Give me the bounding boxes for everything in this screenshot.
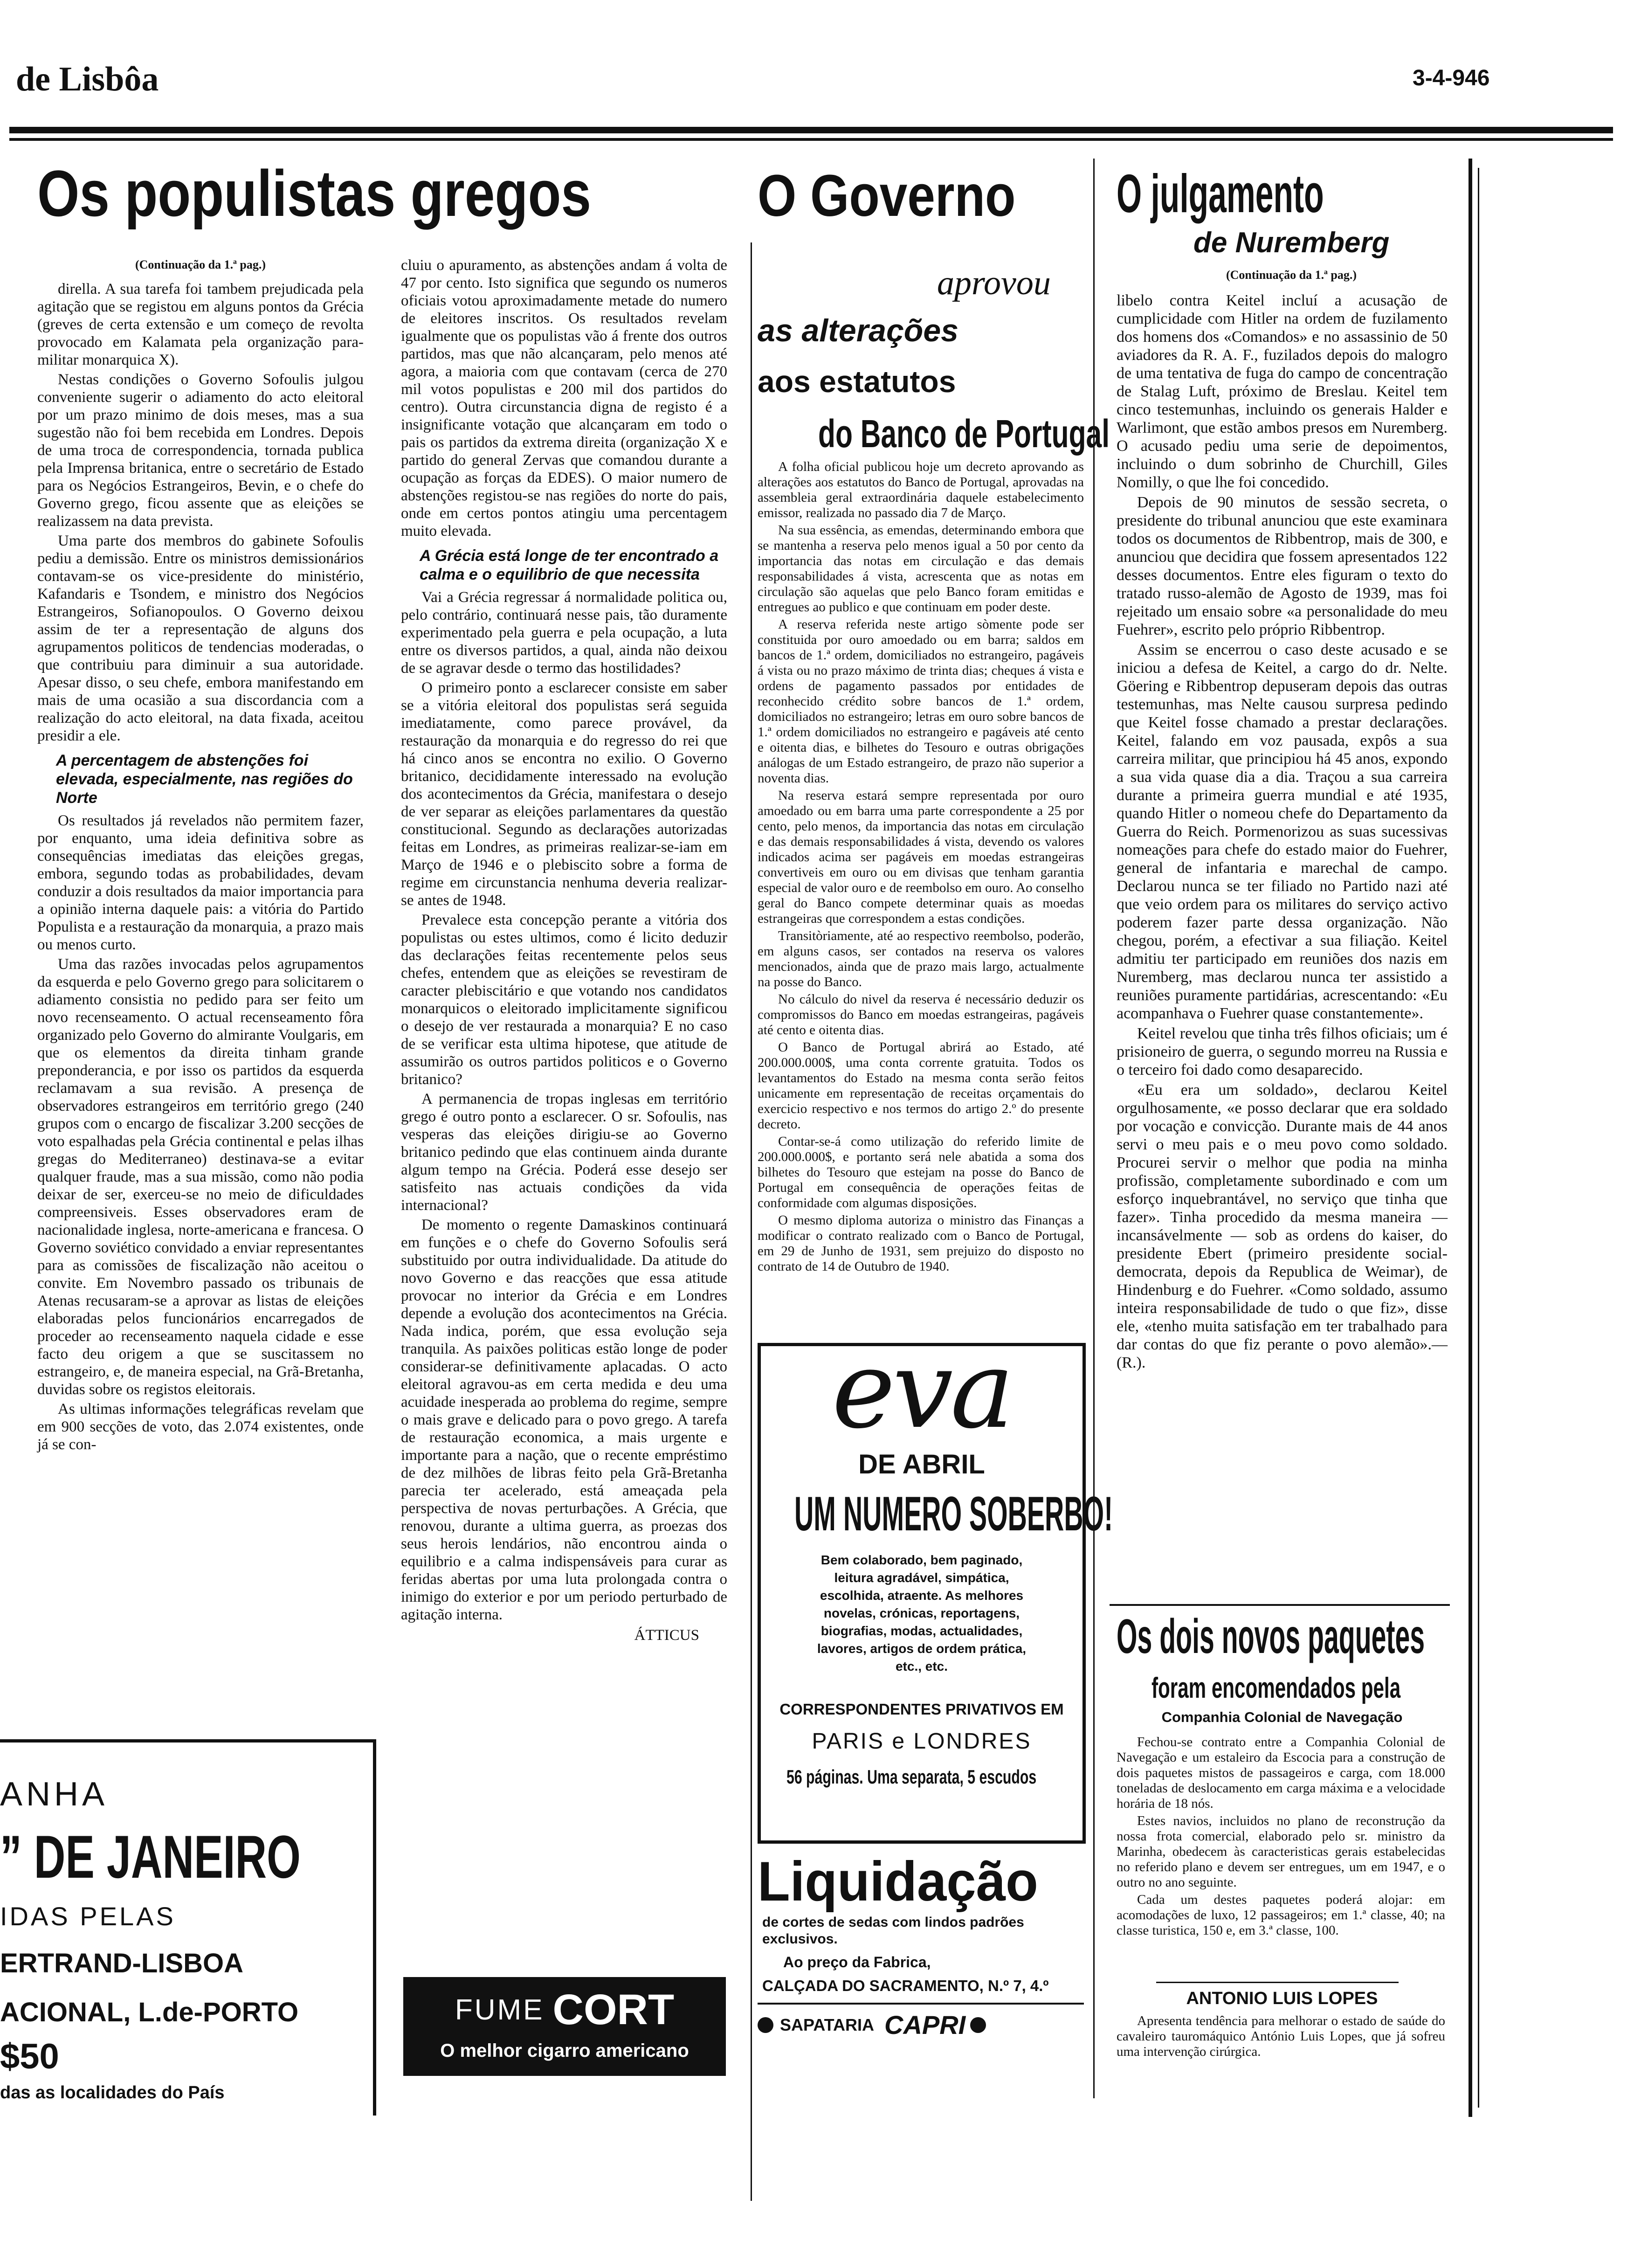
article1-paragraph: Prevalece esta concepção perante a vitória dos populistas ou estes ultimos, como é licito deduzir das declarações feitas recentemente pelos seus chefes, entendem que as eleições se revestiram de caracter plebiscitário e que votando nos candidatos monarquicos o eleitorado implicitamente significou o desejo de ver restaurada a monarquia? E no caso de se verificar esta ultima hipotese, que atitude de assumirão os outros partidos politicos e o Governo britanico? (401, 912, 727, 1088)
article4-headline-3: Companhia Colonial de Navegação (1161, 1709, 1403, 1725)
ad-left-line-6: $50 (0, 2037, 59, 2076)
ad-eva-line-1: DE ABRIL (858, 1449, 985, 1480)
ad-left-line-1: ANHA (0, 1776, 109, 1813)
ad-liquidacao-title: Liquidação (758, 1850, 1038, 1913)
article2-headline-4: aos estatutos (758, 364, 956, 399)
ad-left-line-5: ACIONAL, L.de-PORTO (0, 1997, 299, 2027)
article4-headline-2: foram encomendados pela (1151, 1672, 1401, 1704)
ad-eva (758, 1328, 1113, 1844)
article5-paragraph: Apresenta tendência para melhorar o estado de saúde do cavaleiro tauromáquico António Luis Lopes, que já sofreu uma intervenção cirúrgica. (1117, 2013, 1445, 2059)
article1-column-1 (37, 254, 364, 1455)
article3-headline-1: O julgamento (1117, 163, 1324, 224)
article2-body (758, 459, 1084, 1276)
article2-paragraph: Na reserva estará sempre representada por ouro amoedado ou em barra uma parte correspondente a 25 por cento, pelo menos, da importancia das notas em circulação e das demais responsabilidades á vista, devendo os valores indicados acima ser pagáveis em moedas estrangeiras convertiveis em ouro ou em divisas que tenham garantia especial de valor ouro e de reembolso em ouro. Ao conselho geral do Banco compete determinar quais as moedas estrangeiras que correspondem a estas condições. (758, 788, 1084, 926)
article2-headline-1: O Governo (758, 163, 1016, 228)
ad-liquidacao (758, 1850, 1084, 2073)
article4-headline-1: Os dois novos paquetes (1117, 1610, 1425, 1664)
section-rule (1110, 1604, 1450, 1606)
article2-headline-2: aprovou (937, 264, 1051, 302)
article5-headline: ANTONIO LUIS LOPES (1186, 1989, 1378, 2008)
article4-paragraph: Cada um destes paquetes poderá alojar: em acomodações de luxo, 12 passageiros; em 1.ª classe, 40; na classe turistica, 150 e, em 3.ª classe, 100. (1117, 1892, 1445, 1938)
ad-liquidacao-brand: CAPRI (884, 2010, 966, 2040)
article1-column-2 (401, 256, 727, 1644)
right-border-inner (1478, 168, 1479, 2108)
ad-left (0, 1739, 376, 2116)
article4-paragraph: Fechou-se contrato entre a Companhia Colonial de Navegação e um estaleiro da Escocia para a construção de dois paquetes mistos de passageiros e carga, com 18.000 toneladas de deslocamento em carga máxima e a velocidade horária de 18 nós. (1117, 1735, 1445, 1811)
column-rule (751, 242, 752, 2201)
article2-paragraph: No cálculo do nivel da reserva é necessário deduzir os compromissos do Banco em moedas estrangeiras, pagáveis até cento e oitenta dias. (758, 992, 1084, 1037)
article1-subhead-2: A Grécia está longe de ter encontrado a calma e o equilibrio de que necessita (420, 547, 719, 583)
ad-eva-line-4: PARIS e LONDRES (812, 1729, 1032, 1754)
masthead-rule-bottom (9, 138, 1613, 141)
ad-cort-line-2: O melhor cigarro americano (440, 2040, 689, 2061)
article4-body (1117, 1735, 1445, 1940)
article1-signature: ÁTTICUS (634, 1627, 699, 1644)
article1-paragraph: dirella. A sua tarefa foi tambem prejudicada pela agitação que se registou em alguns pontos da Grécia (greves de certa extensão e um começo de revolta provocado em Kalamata pela organização para-militar monarquica X). (37, 281, 364, 368)
article2-paragraph: A folha oficial publicou hoje um decreto aprovando as alterações aos estatutos do Banco de Portugal, aprovadas na assembleia geral extraordinária daquele estabelecimento emissor, realizada no passado dia 7 de Março. (758, 459, 1084, 520)
ad-liquidacao-line-2: Ao preço da Fabrica, (783, 1954, 931, 1971)
ad-liquidacao-line-3: CALÇADA DO SACRAMENTO, N.º 7, 4.º (762, 1977, 1049, 1994)
ad-liquidacao-rule (758, 2003, 1084, 2005)
ad-liquidacao-footer (758, 2010, 1084, 2042)
ad-liquidacao-shop: SAPATARIA (780, 2015, 874, 2034)
article2-headline-3: as alterações (758, 313, 958, 348)
ad-cort (403, 1977, 726, 2076)
article3-paragraph: libelo contra Keitel incluí a acusação de cumplicidade com Hitler na ordem de fuzilamento dos homens dos «Comandos» e no assassinio de 50 aviadores da R. A. F., fuzilados depois do malogro de uma tentativa de fuga do campo de concentração de Stalag Luft, próximo de Breslau. Keitel tem cinco testemunhas, incluindo os generais Halder e Warlimont, que estão ambos presos em Nuremberg. O acusado pediu uma serie de depoimentos, incluindo o dum sobrinho de Churchill, Giles Nomilly, o que lhe foi concedido. (1117, 292, 1448, 491)
article3-paragraph: Assim se encerrou o caso deste acusado e se iniciou a defesa de Keitel, a cargo do dr. Nelte. Göering e Ribbentrop depuseram depois das outras testemunhas, mas Nelte causou surpresa pedindo que Keitel fosse chamado a prestar declarações. Keitel, falando em voz pausada, expôs a sua carreira militar, que principiou há 45 anos, expondo a sua vida quase dia a dia. Traçou a sua carreira durante a primeira guerra mundial e até 1935, quando Hitler o nomeou chefe do Departamento da Guerra do Reich. Pormenorizou as suas sucessivas nomeações para chefe do estado maior do Fuehrer, general de infantaria e marechal de campo. Declarou nunca se ter filiado no Partido nazi até que veio ordem para os militares do serviço activo poderem fazer parte dessa organização. Não chegou, porém, a efectivar a sua filiação. Keitel admitiu ter participado em reuniões dos nazis em Nuremberg, mas declarou nunca ter assistido a reuniões puramente partidárias, acrescentando: «Eu acompanhava o Fuehrer quase constantemente». (1117, 641, 1448, 1022)
bullet-icon (758, 2017, 773, 2033)
section-rule (1156, 1982, 1399, 1983)
article1-paragraph: Os resultados já revelados não permitem fazer, por enquanto, uma ideia definitiva sobre as consequências imediatas das eleições gregas, embora, segundo todas as probabilidades, devam conduzir a dois resultados da maior importancia para a opinião interna daquele pais: a vitória do Partido Populista e a restauração da monarquia, a prazo mais ou menos curto. (37, 812, 364, 953)
article1-paragraph: Vai a Grécia regressar á normalidade politica ou, pelo contrário, continuará nesse pais, tão duramente experimentado pela guerra e pela ocupação, a luta entre os diversos partidos, a qual, ainda não deixou de se agravar desde o termo das hostilidades? (401, 589, 727, 677)
article3-paragraph: Keitel revelou que tinha três filhos oficiais; um é prisioneiro de guerra, o segundo morreu na Russia e o terceiro foi dado como desaparecido. (1117, 1025, 1448, 1079)
ad-left-line-3: IDAS PELAS (0, 1902, 176, 1931)
article5-body (1117, 2013, 1445, 2061)
article2-headline-5: do Banco de Portugal (818, 412, 1110, 456)
article1-paragraph: De momento o regente Damaskinos continuará em funções e o chefe do Governo Sofoulis será substituido por outra individualidade. Da atitude do novo Governo e das reacções que essa atitude provocar no interior da Grécia e em Londres depende a evolução dos acontecimentos na Grécia. Nada indica, porém, que essa evolução seja tranquila. As paixões politicas estão longe de poder considerar-se definitivamente aplacadas. O acto eleitoral agravou-as em certa medida e deu uma acuidade inesperada ao problema do regime, sempre o mais grave e delicado para o povo grego. A tarefa de restauração economica, a mais urgente e importante para a nação, que o recente empréstimo de dez milhões de libras feito pela Grã-Bretanha parecia ter acelerado, está ameaçada pela perspectiva de novas perturbações. A Grécia, que renovou, durante a ultima guerra, as proezas dos seus herois lendários, não encontrou ainda o equilibrio e a calma indispensáveis para curar as feridas abertas por uma luta prolongada contra o inimigo do exterior e por um periodo perturbado de agitação interna. (401, 1217, 727, 1623)
ad-eva-line-2: UM NUMERO SOBERBO! (794, 1487, 1113, 1541)
article1-paragraph: As ultimas informações telegráficas revelam que em 900 secções de voto, das 2.074 existentes, onde já se con- (37, 1401, 364, 1453)
article1-paragraph: Uma parte dos membros do gabinete Sofoulis pediu a demissão. Entre os ministros demissionários contavam-se os vice-presidente do ministério, Kafandaris e Tsondem, e ministro dos Negócios Estrangeiros, Sofianopoulos. O Governo deixou assim de ter a representação de alguns dos agrupamentos politicos de tendencias moderadas, o que contribuiu para diminuir a sua autoridade. Apesar disso, o seu chefe, embora manifestando em mais de uma ocasião a sua discordancia com a realização do acto eleitoral, na data fixada, aceitou presidir a ele. (37, 532, 364, 744)
article1-paragraph: A permanencia de tropas inglesas em território grego é outro ponto a esclarecer. O sr. Sofoulis, nas vesperas das eleições dirigiu-se ao Governo britanico pedindo que elas continuem ainda durante algum tempo na Grécia. Poderá esse desejo ser satisfeito nas actuais condições da vida internacional? (401, 1091, 727, 1214)
bullet-icon (970, 2017, 986, 2033)
article1-paragraph: O primeiro ponto a esclarecer consiste em saber se a vitória eleitoral dos populistas será seguida imediatamente, como parece provável, da restauração da monarquia e do regresso do rei que há cinco anos se encontra no exilio. O Governo britanico, decididamente interessado na evolução dos acontecimentos da Grécia, manifestara o desejo de ver separar as eleições parlamentares da questão constitucional. Segundo as declarações autorizadas feitas em Londres, as primeiras realizar-se-iam em Março de 1946 e o plebiscito sobre a forma de regime em circunstancia nenhuma deveria realizar-se antes de 1948. (401, 679, 727, 909)
ad-left-line-2: ” DE JANEIRO (0, 1823, 301, 1891)
article1-continuation: (Continuação da 1.ª pag.) (135, 258, 266, 271)
article1-subhead-1: A percentagem de abstenções foi elevada, especialmente, nas regiões do Norte (56, 752, 353, 807)
article2-paragraph: Transitòriamente, até ao respectivo reembolso, poderão, em alguns casos, ser contados na reserva os valores mencionados, ainda que de prazo mais largo, actualmente na posse do Banco. (758, 928, 1084, 989)
article1-headline: Os populistas gregos (37, 157, 592, 230)
masthead-title: de Lisbôa (16, 60, 159, 98)
article2-paragraph: Contar-se-á como utilização do referido limite de 200.000.000$, e portanto será nele abatida a soma dos bilhetes do Tesouro que estejam na posse do Banco de Portugal em consequência de operações feitas de conformidade com algumas disposições. (758, 1134, 1084, 1210)
ad-cort-brand: CORT (552, 1986, 675, 2033)
ad-liquidacao-line-1: de cortes de sedas com lindos padrões exclusivos. (762, 1915, 1024, 1947)
ad-cort-line-1 (406, 1985, 723, 2034)
right-border (1469, 159, 1472, 2117)
ad-eva-line-3: CORRESPONDENTES PRIVATIVOS EM (779, 1701, 1064, 1718)
ad-eva-line-5: 56 páginas. Uma separata, 5 escudos (786, 1766, 1037, 1788)
article1-paragraph: cluiu o apuramento, as abstenções andam á volta de 47 por cento. Isto significa que segundo os numeros oficiais votou aproximadamente metade do numero de eleitores inscritos. Os resultados revelam igualmente que os populistas vão á frente dos outros partidos, mas que não alcançaram, pelo menos até agora, a maioria com que contavam (cerca de 270 mil votos populistas e 200 mil dos partidos do centro). Outra circunstancia digna de registo é a insignificante votação que alcançaram em todo o pais os partidos da extrema direita (organização X e partido do general Zervas que comandou durante a ocupação as forças da EDES). O maior numero de abstenções registou-se nas regiões do norte do pais, onde em certos pontos atingiu uma percentagem muito elevada. (401, 257, 727, 539)
masthead-rule-top (9, 127, 1613, 133)
article3-paragraph: Depois de 90 minutos de sessão secreta, o presidente do tribunal anunciou que este examinara todos os documentos de Ribbentrop, mais de 300, e anunciou que decidira que fossem apresentados 122 desses documentos. Entre eles figuram o texto do tratado russo-alemão de Agosto de 1939, mas foi rejeitado um ensaio sobre «a personalidade do meu Fuehrer», escrito pelo próprio Ribbentrop. (1117, 494, 1448, 638)
article3-headline-2: de Nuremberg (1193, 227, 1390, 259)
ad-cort-fume: FUME (455, 1994, 545, 2026)
article2-paragraph: Na sua essência, as emendas, determinando embora que se mantenha a reserva pelo menos igual a 50 por cento da importancia das notas em circulação e das demais responsabilidades á vista, acrescenta que as notas em circulação são aquelas que pelo Banco foram emitidas e entregues ao publico e que continuam em poder deste. (758, 523, 1084, 615)
article3-body (1117, 291, 1448, 1374)
article3-paragraph: «Eu era um soldado», declarou Keitel orgulhosamente, «e posso declarar que era soldado por vocação e convicção. Durante mais de 44 anos servi o meu pais e o meu povo como soldado. Procurei servir o melhor que podia na minha profissão, completamente subordinado e com um esforço inquebrantável, no serviço que tinha que fazer». Tinha procedido da mesma maneira — incansávelmente — sob as ordens do kaiser, do presidente Ebert (primeiro presidente social-democrata, depois da Republica de Weimar), de Hindenburg e do Fuehrer. «Como soldado, assumo inteira responsabilidade de tudo o que fiz», disse ele, «tenho muita satisfação em ter trabalhado para dar contas do que fiz perante o povo alemão».—(R.). (1117, 1081, 1448, 1371)
ad-left-line-7: das as localidades do País (0, 2083, 225, 2102)
article1-paragraph: Uma das razões invocadas pelos agrupamentos da esquerda e pelo Governo grego para solicitarem o adiamento consistia no pedido para ser feito um novo recenseamento. O actual recenseamento fôra organizado pelo Governo do almirante Voulgaris, em que os elementos da direita tinham grande preponderancia, e por isso os partidos da esquerda reclamavam a sua revisão. A presença de observadores estrangeiros em território grego (240 grupos com o encargo de fiscalizar 3.200 secções de voto espalhadas pela Grécia continental e pelas ilhas gregas do Mediterraneo) destinava-se a evitar qualquer fraude, mas a sua missão, como não podia deixar de ser, exerceu-se no meio de dificuldades compreensiveis. Esses observadores eram de nacionalidade inglesa, norte-americana e francesa. O Governo soviético convidado a enviar representantes para as comissões de fiscalização não aceitou o convite. Em Novembro passado os tribunais de Atenas recusaram-se a aprovar as listas de eleições elaboradas pelos funcionários encarregados de proceder ao recenseamento naquela cidade e esse facto deu origem a que se suscitassem no estrangeiro, e, de maneira especial, na Grã-Bretanha, duvidas sobre os registos eleitorais. (37, 956, 364, 1398)
article3-continuation: (Continuação da 1.ª pag.) (1226, 268, 1357, 282)
article4-paragraph: Estes navios, incluidos no plano de reconstrução da nossa frota comercial, elaborado pelo sr. ministro da Marinha, obedecem às caracteristicas gerais estabelecidas no referido plano e devem ser entregues, um em 1947, e o outro no ano seguinte. (1117, 1813, 1445, 1890)
ad-eva-body: Bem colaborado, bem paginado, leitura agradável, simpática, escolhida, atraente. As melhores novelas, crónicas, reportagens, biografias, modas, actualidades, lavores, artigos de ordem prática, etc., etc. (817, 1553, 1027, 1673)
masthead-date: 3-4-946 (1413, 66, 1490, 90)
article1-paragraph: Nestas condições o Governo Sofoulis julgou conveniente sugerir o adiamento do acto eleitoral por um prazo minimo de dois meses, mas a sua sugestão não foi bem recebida em Londres. Depois de uma troca de correspondencia, tornada publica pela Imprensa britanica, entre o secretário de Estado para os Negócios Estrangeiros, Bevin, e o chefe do Governo grego, ficou assente que as eleições se realizassem na data prevista. (37, 371, 364, 530)
ad-eva-logo: eva (832, 1328, 1012, 1452)
article2-paragraph: A reserva referida neste artigo sòmente pode ser constituida por ouro amoedado ou em barra; saldos em bancos de 1.ª ordem, domiciliados no estrangeiro, pagáveis á vista ou no prazo máximo de trinta dias; cheques á vista e ordens de pagamento passados por entidades de reconhecido crédito sobre bancos de 1.ª ordem, domiciliados no estrangeiro; letras em ouro sobre bancos de 1.ª ordem domiciliados no estrangeiro e pagáveis até cento e oitenta dias, e bilhetes do Tesouro e outras obrigações análogas de um Estado estrangeiro, de prazo não superior a noventa dias. (758, 617, 1084, 786)
article2-paragraph: O mesmo diploma autoriza o ministro das Finanças a modificar o contrato realizado com o Banco de Portugal, em 29 de Junho de 1931, sem prejuizo do disposto no contrato de 14 de Outubro de 1940. (758, 1213, 1084, 1274)
article2-paragraph: O Banco de Portugal abrirá ao Estado, até 200.000.000$, uma conta corrente gratuita. Todos os levantamentos do Estado na mesma conta serão feitos unicamente em representação de receitas orçamentais do exercicio respectivo e nos termos do artigo 2.º do presente decreto. (758, 1040, 1084, 1132)
ad-left-line-4: ERTRAND-LISBOA (0, 1948, 243, 1978)
